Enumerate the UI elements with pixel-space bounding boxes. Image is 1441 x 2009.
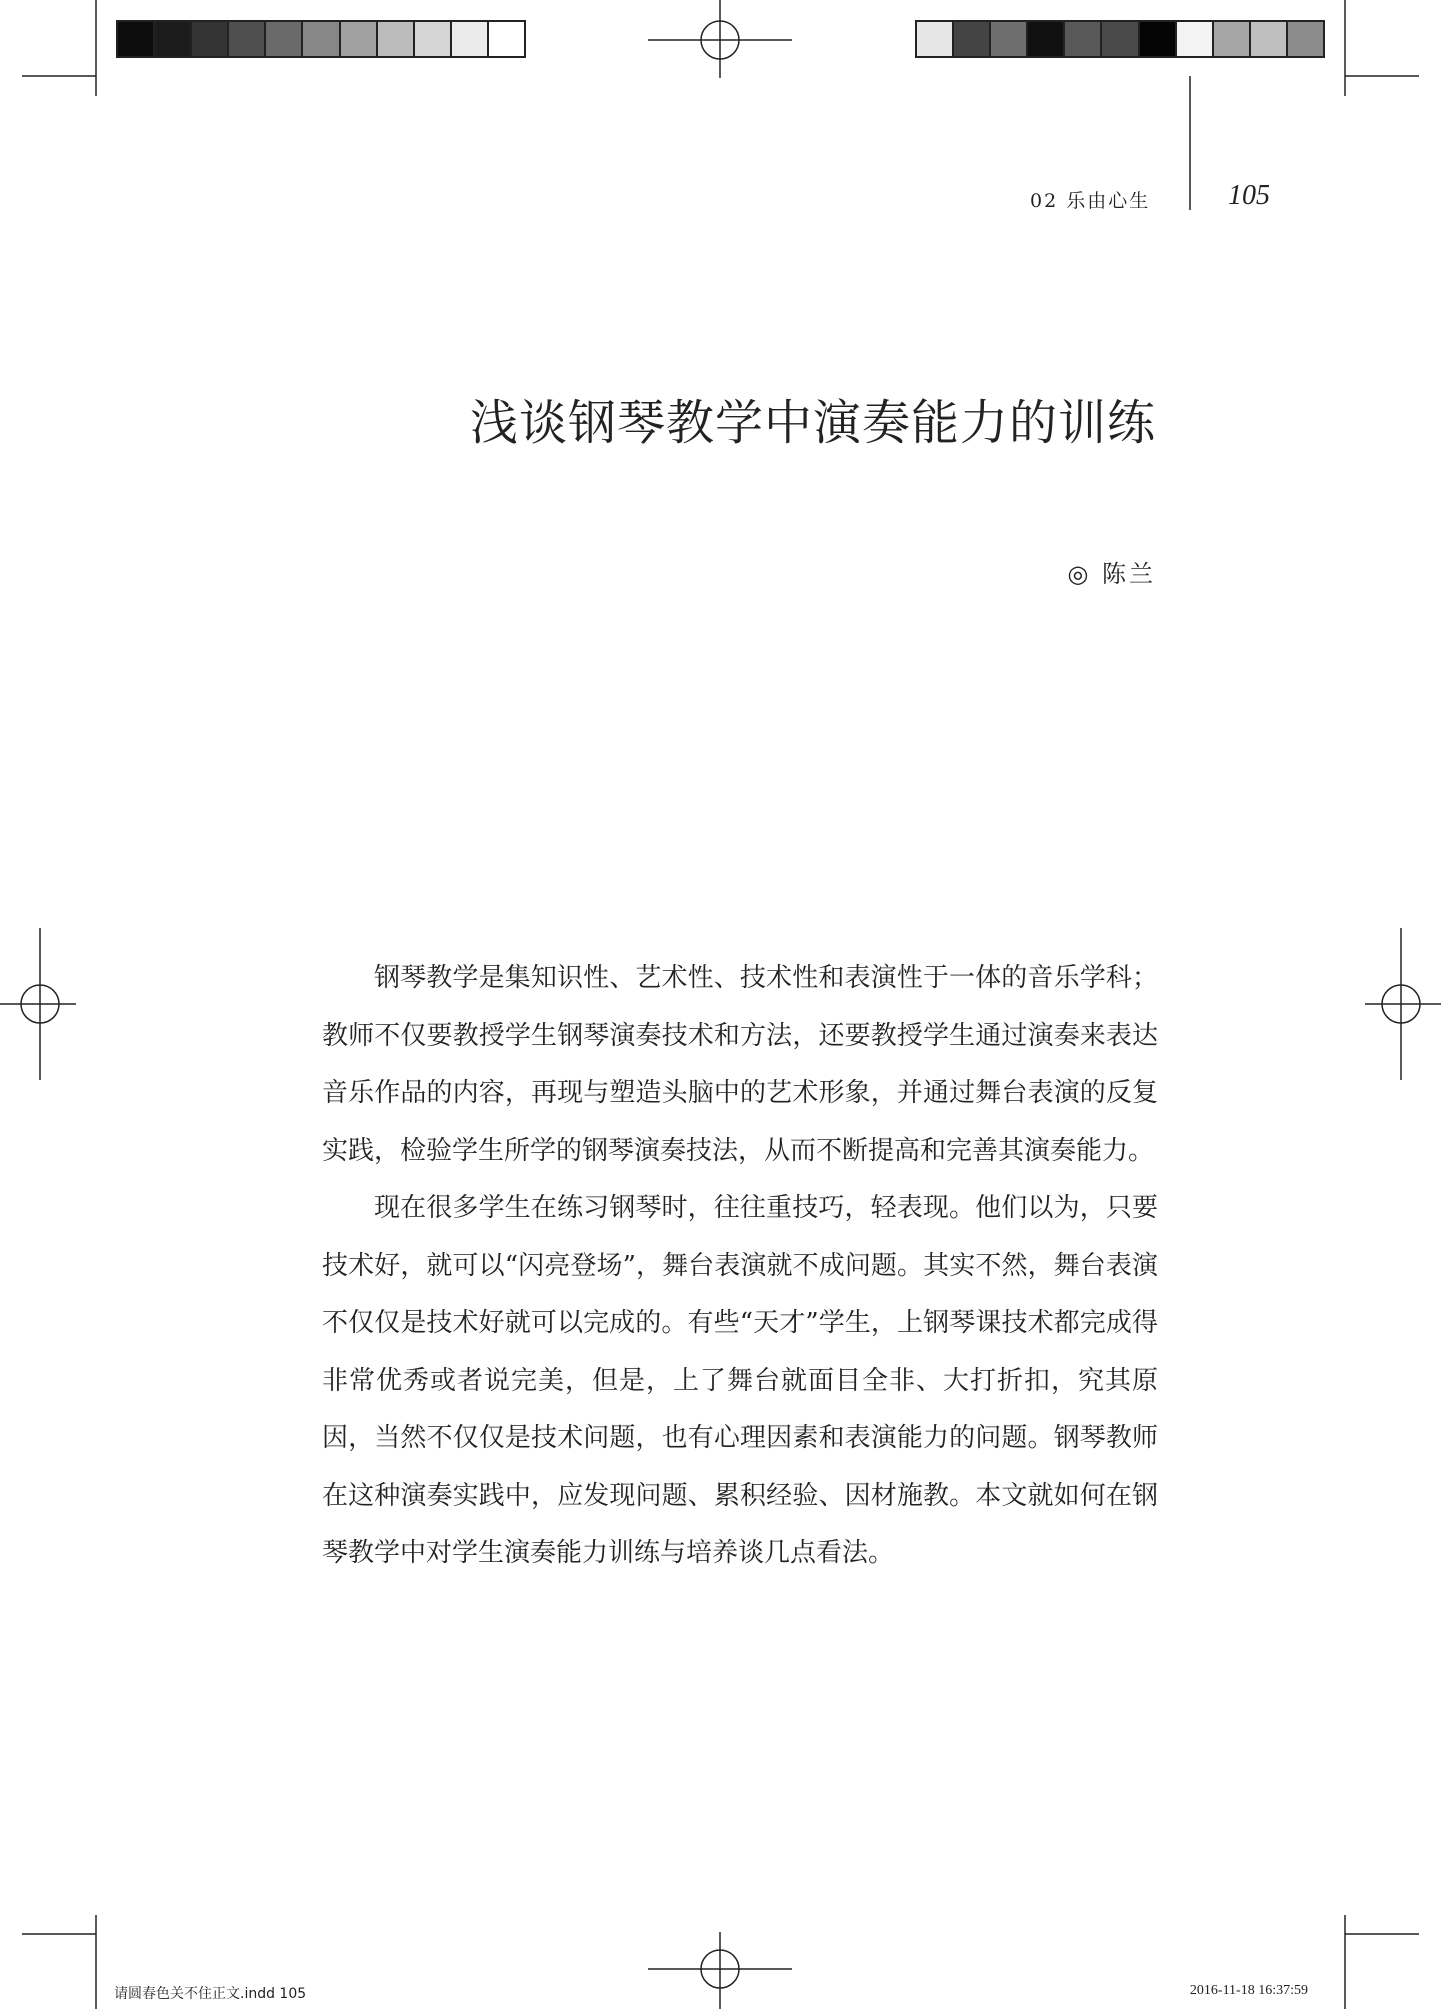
registration-target-right (1365, 928, 1441, 1080)
color-swatch (378, 22, 415, 56)
registration-target-left (0, 928, 76, 1080)
color-swatch (1214, 22, 1251, 56)
color-swatch (489, 22, 524, 56)
article-body (322, 950, 1158, 1583)
color-swatch (1028, 22, 1065, 56)
body-paragraph: 钢琴教学是集知识性、艺术性、技术性和表演性于一体的音乐学科；教师不仅要教授学生钢琴演奏技术和方法，还要教授学生通过演奏来表达音乐作品的内容，再现与塑造头脑中的艺术形象，并通过舞台表演的反复实践，检验学生所学的钢琴演奏技法，从而不断提高和完善其演奏能力。 (322, 963, 1158, 1166)
color-swatch (1140, 22, 1177, 56)
color-swatch (118, 22, 155, 56)
article-author: ◎ 陈兰 (1067, 560, 1156, 588)
color-swatch (155, 22, 192, 56)
color-calibration-strip-right (915, 20, 1325, 58)
color-swatch (341, 22, 378, 56)
color-swatch (266, 22, 303, 56)
color-swatch (917, 22, 954, 56)
color-calibration-strip-left (116, 20, 526, 58)
article-title: 浅谈钢琴教学中演奏能力的训练 (469, 395, 1156, 451)
body-paragraph: 现在很多学生在练习钢琴时，往往重技巧，轻表现。他们以为，只要技术好，就可以“闪亮登场”，舞台表演就不成问题。其实不然，舞台表演不仅仅是技术好就可以完成的。有些“天才”学生，上钢琴课技术都完成得非常优秀或者说完美，但是，上了舞台就面目全非、大打折扣，究其原因，当然不仅仅是技术问题，也有心理因素和表演能力的问题。钢琴教师在这种演奏实践中，应发现问题、累积经验、因材施教。本文就如何在钢琴教学中对学生演奏能力训练与培养谈几点看法。 (322, 1193, 1158, 1568)
color-swatch (192, 22, 229, 56)
running-head-section: 02 乐由心生 (1030, 190, 1151, 212)
color-swatch (1251, 22, 1288, 56)
registration-target-top (648, 0, 792, 78)
color-swatch (1065, 22, 1102, 56)
color-swatch (1288, 22, 1323, 56)
footer-timestamp: 2016-11-18 16:37:59 (1189, 1983, 1308, 1998)
color-swatch (415, 22, 452, 56)
color-swatch (1177, 22, 1214, 56)
color-swatch (303, 22, 340, 56)
page-number: 105 (1228, 180, 1270, 211)
color-swatch (229, 22, 266, 56)
color-swatch (991, 22, 1028, 56)
registration-target-bottom (648, 1932, 792, 2009)
color-swatch (452, 22, 489, 56)
color-swatch (954, 22, 991, 56)
footer-file-info: 请圆春色关不住正文.indd 105 (114, 1986, 307, 2002)
color-swatch (1102, 22, 1139, 56)
